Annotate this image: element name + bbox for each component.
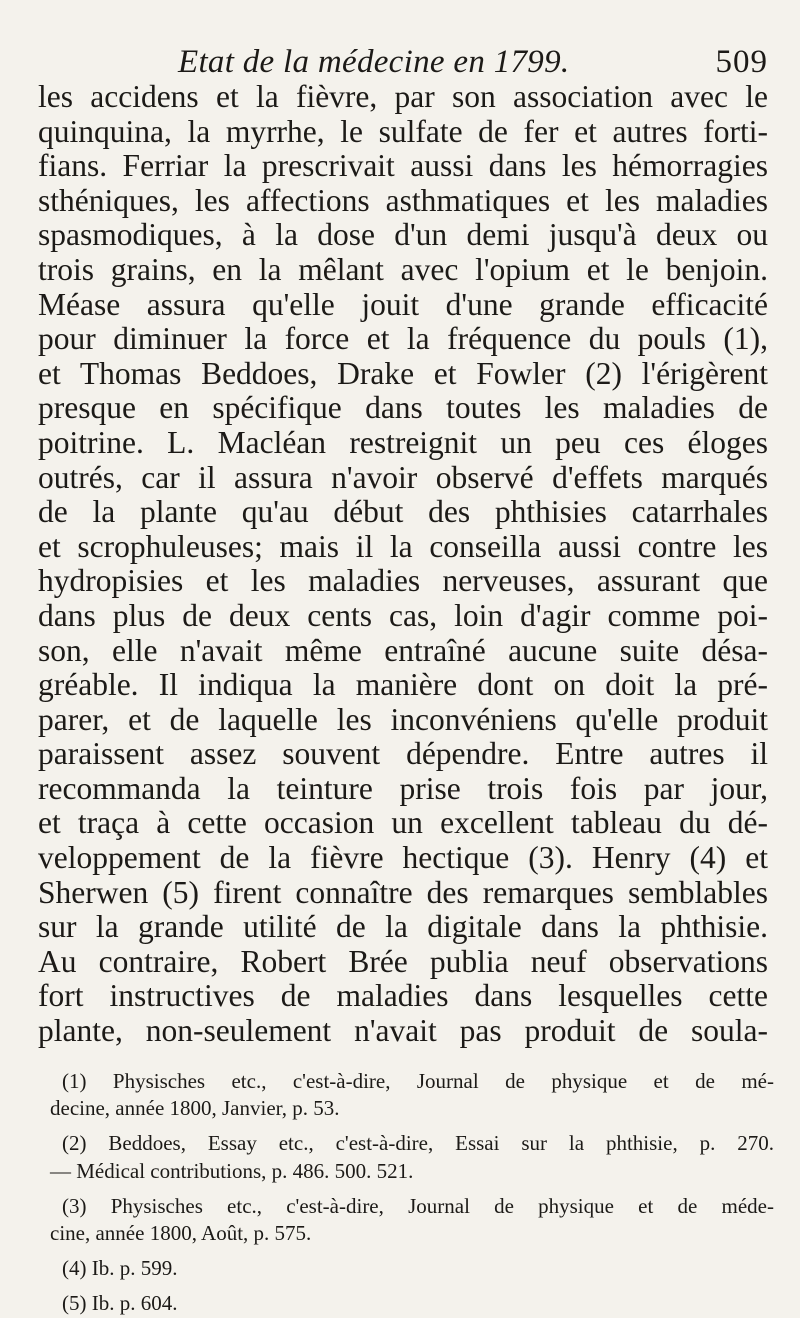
footnote-line: cine, année 1800, Août, p. 575. <box>50 1220 312 1245</box>
text-line: hydropisies et les maladies nerveuses, assurant que <box>38 563 768 599</box>
text-line: presque en spécifique dans toutes les maladies de <box>38 390 768 426</box>
text-line: et traça à cette occasion un excellent tableau du dé- <box>38 805 768 841</box>
text-line: et Thomas Beddoes, Drake et Fowler (2) l'érigèrent <box>38 355 768 391</box>
footnote-4 <box>62 1255 774 1282</box>
running-title: Etat de la médecine en 1799. <box>178 44 570 80</box>
text-line: parer, et de laquelle les inconvéniens qu'elle produit <box>38 701 768 737</box>
footnote-2 <box>50 1130 774 1184</box>
footnote-line: — Médical contributions, p. 486. 500. 521. <box>50 1158 414 1183</box>
text-line: Au contraire, Robert Brée publia neuf observations <box>38 943 768 979</box>
text-line: pour diminuer la force et la fréquence du pouls (1), <box>38 321 768 357</box>
text-line: veloppement de la fièvre hectique (3). Henry (4) et <box>38 840 768 876</box>
text-line: sthéniques, les affections asthmatiques et les maladies <box>38 182 768 218</box>
footnote-5 <box>62 1290 774 1317</box>
text-line: sur la grande utilité de la digitale dans la phthisie. <box>38 909 768 945</box>
text-line: spasmodiques, à la dose d'un demi jusqu'à deux ou <box>38 217 768 253</box>
text-line: fort instructives de maladies dans lesquelles cette <box>38 978 768 1014</box>
footnote-line: (3) Physisches etc., c'est-à-dire, Journal de physique et de méde- <box>62 1193 774 1218</box>
text-line: dans plus de deux cents cas, loin d'agir comme poi- <box>38 597 768 633</box>
footnotes <box>50 1068 774 1318</box>
text-line: recommanda la teinture prise trois fois par jour, <box>38 770 768 806</box>
text-line: plante, non-seulement n'avait pas produit de soula- <box>38 1013 768 1049</box>
footnote-1 <box>50 1068 774 1122</box>
text-line: les accidens et la fièvre, par son association avec le <box>38 79 768 114</box>
footnote-line: (1) Physisches etc., c'est-à-dire, Journal de physique et de mé- <box>62 1069 774 1093</box>
text-line: fians. Ferriar la prescrivait aussi dans les hémorragies <box>38 148 768 184</box>
text-line: Sherwen (5) firent connaître des remarques semblables <box>38 874 768 910</box>
text-line: gréable. Il indiqua la manière dont on doit la pré- <box>38 667 768 703</box>
text-line: son, elle n'avait même entraîné aucune suite désa- <box>38 632 768 668</box>
footnote-line: decine, année 1800, Janvier, p. 53. <box>50 1096 340 1121</box>
footnote-line: (2) Beddoes, Essay etc., c'est-à-dire, Essai sur la phthisie, p. 270. <box>62 1131 774 1156</box>
running-head <box>38 40 768 84</box>
footnote-3 <box>50 1193 774 1247</box>
text-line: quinquina, la myrrhe, le sulfate de fer et autres forti- <box>38 113 768 149</box>
footnote-line: (4) Ib. p. 599. <box>62 1256 178 1281</box>
text-line: et scrophuleuses; mais il la conseilla aussi contre les <box>38 528 768 564</box>
page-number: 509 <box>715 44 768 80</box>
footnote-line: (5) Ib. p. 604. <box>62 1291 178 1316</box>
text-line: Méase assura qu'elle jouit d'une grande efficacité <box>38 286 768 322</box>
body-text <box>38 80 768 1049</box>
text-line: trois grains, en la mêlant avec l'opium et le benjoin. <box>38 251 768 287</box>
text-line: poitrine. L. Macléan restreignit un peu ces éloges <box>38 424 768 460</box>
text-line: outrés, car il assura n'avoir observé d'effets marqués <box>38 459 768 495</box>
text-line: paraissent assez souvent dépendre. Entre autres il <box>38 736 768 772</box>
text-line: de la plante qu'au début des phthisies catarrhales <box>38 494 768 530</box>
